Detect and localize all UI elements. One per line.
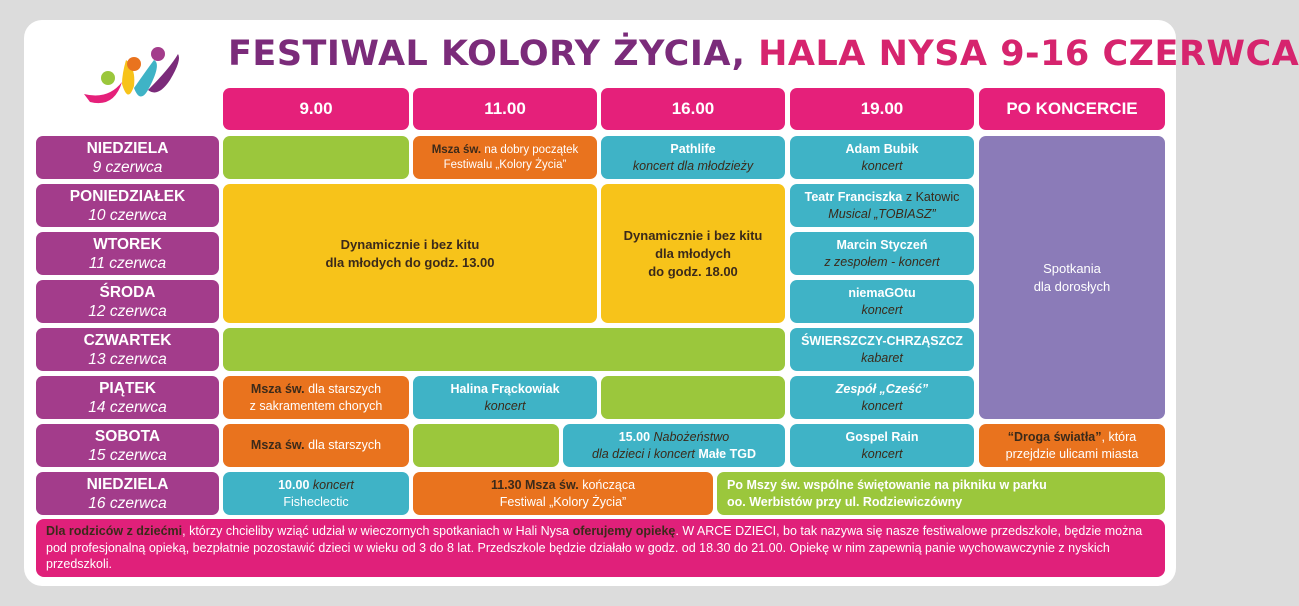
- column-header-11: 11.00: [413, 88, 597, 130]
- title-festival: FESTIWAL KOLORY ŻYCIA,: [228, 34, 746, 74]
- event-closing-mass: 11.30 Msza św. kończąca Festiwal „Kolory Życia”: [413, 472, 713, 515]
- column-header-9: 9.00: [223, 88, 409, 130]
- event-mass-elderly: Msza św. dla starszych: [223, 424, 409, 467]
- event-gospel-rain: Gospel Rain koncert: [790, 424, 974, 467]
- event-piknik: Po Mszy św. wspólne świętowanie na pikniku w parku oo. Werbistów przy ul. Rodziewiczówny: [717, 472, 1165, 515]
- childcare-note: Dla rodziców z dziećmi, którzy chcieliby wziąć udział w wieczornych spotkaniach w Hali Nysa oferujemy opiekę. W ARCE DZIECI, bo tak nazywa się nasze festiwalowe przedszkole, będzie można pod profesjonalną opieką, bezpłatnie pozostawić dzieci w wieku od 3 do 8 lat. Przedszkole będzie działało w godz. od 18.30 do 21.00. Opiekę w nim zapewnią panie wychowawczynie z nyskich przedszkoli.: [36, 519, 1165, 577]
- day-label-sun16: NIEDZIELA 16 czerwca: [36, 472, 219, 515]
- day-label-thu13: CZWARTEK 13 czerwca: [36, 328, 219, 371]
- event-nabozenstwo-male-tgd: 15.00 Nabożeństwo dla dzieci i koncert Małe TGD: [563, 424, 785, 467]
- column-header-after-concert: PO KONCERCIE: [979, 88, 1165, 130]
- day-label-fri14: PIĄTEK 14 czerwca: [36, 376, 219, 419]
- event-spotkania-dla-doroslych: Spotkania dla dorosłych: [979, 136, 1165, 419]
- day-label-wed12: ŚRODA 12 czerwca: [36, 280, 219, 323]
- event-niemagotu: niemaGOtu koncert: [790, 280, 974, 323]
- event-mass-sick: Msza św. dla starszych z sakramentem chorych: [223, 376, 409, 419]
- cell-thu13-free: [223, 328, 785, 371]
- event-adam-bubik: Adam Bubik koncert: [790, 136, 974, 179]
- event-teatr-franciszka: Teatr Franciszka z Katowic Musical „TOBIASZ”: [790, 184, 974, 227]
- cell-sun9-9: [223, 136, 409, 179]
- title-venue-dates: HALA NYSA 9-16 CZERWCA: [758, 34, 1299, 74]
- day-label-mon10: PONIEDZIAŁEK 10 czerwca: [36, 184, 219, 227]
- cell-sat15-11: [413, 424, 559, 467]
- event-halina-frackowiak: Halina Frąckowiak koncert: [413, 376, 597, 419]
- day-label-tue11: WTOREK 11 czerwca: [36, 232, 219, 275]
- event-zespol-czesc: Zespół „Cześć” koncert: [790, 376, 974, 419]
- festival-logo-icon: [78, 38, 188, 118]
- cell-fri14-16: [601, 376, 785, 419]
- column-header-19: 19.00: [790, 88, 974, 130]
- day-label-sat15: SOBOTA 15 czerwca: [36, 424, 219, 467]
- event-droga-swiatla: “Droga światła”, która przejdzie ulicami miasta: [979, 424, 1165, 467]
- column-header-16: 16.00: [601, 88, 785, 130]
- event-opening-mass: Msza św. na dobry początek Festiwalu „Kolory Życia”: [413, 136, 597, 179]
- page-title: [228, 34, 1299, 84]
- event-marcin-styczen: Marcin Styczeń z zespołem - koncert: [790, 232, 974, 275]
- event-pathlife: Pathlife koncert dla młodzieży: [601, 136, 785, 179]
- event-swierszczy-chrzaszcz: ŚWIERSZCZY-CHRZĄSZCZ kabaret: [790, 328, 974, 371]
- event-dynamicznie-afternoon: Dynamicznie i bez kitu dla młodych do godz. 18.00: [601, 184, 785, 323]
- day-label-sun9: NIEDZIELA 9 czerwca: [36, 136, 219, 179]
- event-dynamicznie-morning: Dynamicznie i bez kitu dla młodych do godz. 13.00: [223, 184, 597, 323]
- event-fisheclectic: 10.00 koncert Fisheclectic: [223, 472, 409, 515]
